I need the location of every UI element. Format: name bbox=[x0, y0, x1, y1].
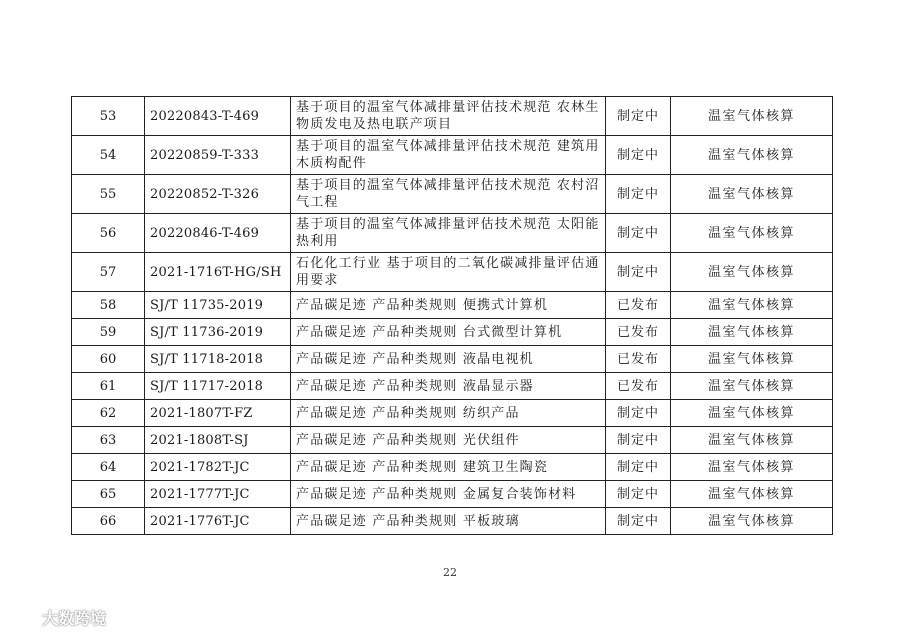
watermark bbox=[8, 606, 106, 628]
standard-category: 温室气体核算 bbox=[671, 253, 833, 292]
standard-status: 已发布 bbox=[606, 292, 671, 319]
table-row bbox=[72, 319, 833, 346]
standard-code: 2021-1776T-JC bbox=[145, 508, 291, 535]
row-number: 57 bbox=[72, 253, 145, 292]
standard-category: 温室气体核算 bbox=[671, 454, 833, 481]
standard-code: SJ/T 11718-2018 bbox=[145, 346, 291, 373]
standard-code: SJ/T 11736-2019 bbox=[145, 319, 291, 346]
row-number: 65 bbox=[72, 481, 145, 508]
standard-category: 温室气体核算 bbox=[671, 319, 833, 346]
table-row bbox=[72, 292, 833, 319]
standard-name: 基于项目的温室气体减排量评估技术规范 建筑用木质构配件 bbox=[291, 136, 606, 175]
standards-table bbox=[71, 96, 833, 535]
watermark-logo-icon bbox=[8, 608, 38, 626]
table-row bbox=[72, 136, 833, 175]
standard-status: 制定中 bbox=[606, 427, 671, 454]
standard-code: SJ/T 11735-2019 bbox=[145, 292, 291, 319]
row-number: 59 bbox=[72, 319, 145, 346]
row-number: 54 bbox=[72, 136, 145, 175]
standard-code: 2021-1716T-HG/SH bbox=[145, 253, 291, 292]
standard-code: 2021-1808T-SJ bbox=[145, 427, 291, 454]
row-number: 62 bbox=[72, 400, 145, 427]
table-row bbox=[72, 454, 833, 481]
standard-name: 产品碳足迹 产品种类规则 台式微型计算机 bbox=[291, 319, 606, 346]
table-row bbox=[72, 214, 833, 253]
standard-name: 产品碳足迹 产品种类规则 纺织产品 bbox=[291, 400, 606, 427]
standard-category: 温室气体核算 bbox=[671, 214, 833, 253]
standard-category: 温室气体核算 bbox=[671, 400, 833, 427]
standard-status: 已发布 bbox=[606, 373, 671, 400]
row-number: 53 bbox=[72, 97, 145, 136]
table-row bbox=[72, 427, 833, 454]
watermark-text: 大数跨境 bbox=[42, 608, 107, 628]
standard-name: 产品碳足迹 产品种类规则 光伏组件 bbox=[291, 427, 606, 454]
table-row bbox=[72, 400, 833, 427]
standard-name: 产品碳足迹 产品种类规则 液晶显示器 bbox=[291, 373, 606, 400]
standard-category: 温室气体核算 bbox=[671, 508, 833, 535]
standard-category: 温室气体核算 bbox=[671, 427, 833, 454]
row-number: 60 bbox=[72, 346, 145, 373]
standard-name: 产品碳足迹 产品种类规则 金属复合装饰材料 bbox=[291, 481, 606, 508]
row-number: 66 bbox=[72, 508, 145, 535]
table-row bbox=[72, 373, 833, 400]
standard-category: 温室气体核算 bbox=[671, 97, 833, 136]
table-row bbox=[72, 175, 833, 214]
standard-status: 制定中 bbox=[606, 253, 671, 292]
standard-status: 制定中 bbox=[606, 481, 671, 508]
standards-table-body bbox=[72, 97, 833, 535]
standard-status: 制定中 bbox=[606, 214, 671, 253]
standard-name: 基于项目的温室气体减排量评估技术规范 农林生物质发电及热电联产项目 bbox=[291, 97, 606, 136]
table-row bbox=[72, 481, 833, 508]
standard-status: 制定中 bbox=[606, 97, 671, 136]
standard-status: 制定中 bbox=[606, 508, 671, 535]
standard-status: 制定中 bbox=[606, 136, 671, 175]
table-row bbox=[72, 97, 833, 136]
row-number: 58 bbox=[72, 292, 145, 319]
standard-name: 产品碳足迹 产品种类规则 便携式计算机 bbox=[291, 292, 606, 319]
standard-code: 20220859-T-333 bbox=[145, 136, 291, 175]
standard-name: 产品碳足迹 产品种类规则 建筑卫生陶瓷 bbox=[291, 454, 606, 481]
standard-code: 2021-1777T-JC bbox=[145, 481, 291, 508]
standard-code: 20220846-T-469 bbox=[145, 214, 291, 253]
standard-name: 基于项目的温室气体减排量评估技术规范 太阳能热利用 bbox=[291, 214, 606, 253]
standard-code: 20220852-T-326 bbox=[145, 175, 291, 214]
table-row bbox=[72, 508, 833, 535]
standard-name: 产品碳足迹 产品种类规则 液晶电视机 bbox=[291, 346, 606, 373]
standard-code: 2021-1807T-FZ bbox=[145, 400, 291, 427]
row-number: 64 bbox=[72, 454, 145, 481]
standard-status: 制定中 bbox=[606, 454, 671, 481]
standard-code: 2021-1782T-JC bbox=[145, 454, 291, 481]
table-row bbox=[72, 346, 833, 373]
row-number: 56 bbox=[72, 214, 145, 253]
standard-category: 温室气体核算 bbox=[671, 373, 833, 400]
standard-name: 基于项目的温室气体减排量评估技术规范 农村沼气工程 bbox=[291, 175, 606, 214]
standard-name: 产品碳足迹 产品种类规则 平板玻璃 bbox=[291, 508, 606, 535]
standard-category: 温室气体核算 bbox=[671, 175, 833, 214]
standard-status: 制定中 bbox=[606, 175, 671, 214]
table-row bbox=[72, 253, 833, 292]
standard-category: 温室气体核算 bbox=[671, 136, 833, 175]
standard-category: 温室气体核算 bbox=[671, 292, 833, 319]
row-number: 63 bbox=[72, 427, 145, 454]
standard-category: 温室气体核算 bbox=[671, 346, 833, 373]
standard-category: 温室气体核算 bbox=[671, 481, 833, 508]
standard-code: 20220843-T-469 bbox=[145, 97, 291, 136]
standard-status: 制定中 bbox=[606, 400, 671, 427]
standard-status: 已发布 bbox=[606, 319, 671, 346]
row-number: 61 bbox=[72, 373, 145, 400]
standard-code: SJ/T 11717-2018 bbox=[145, 373, 291, 400]
row-number: 55 bbox=[72, 175, 145, 214]
page-number: 22 bbox=[443, 566, 457, 579]
standard-name: 石化化工行业 基于项目的二氧化碳减排量评估通用要求 bbox=[291, 253, 606, 292]
standard-status: 已发布 bbox=[606, 346, 671, 373]
